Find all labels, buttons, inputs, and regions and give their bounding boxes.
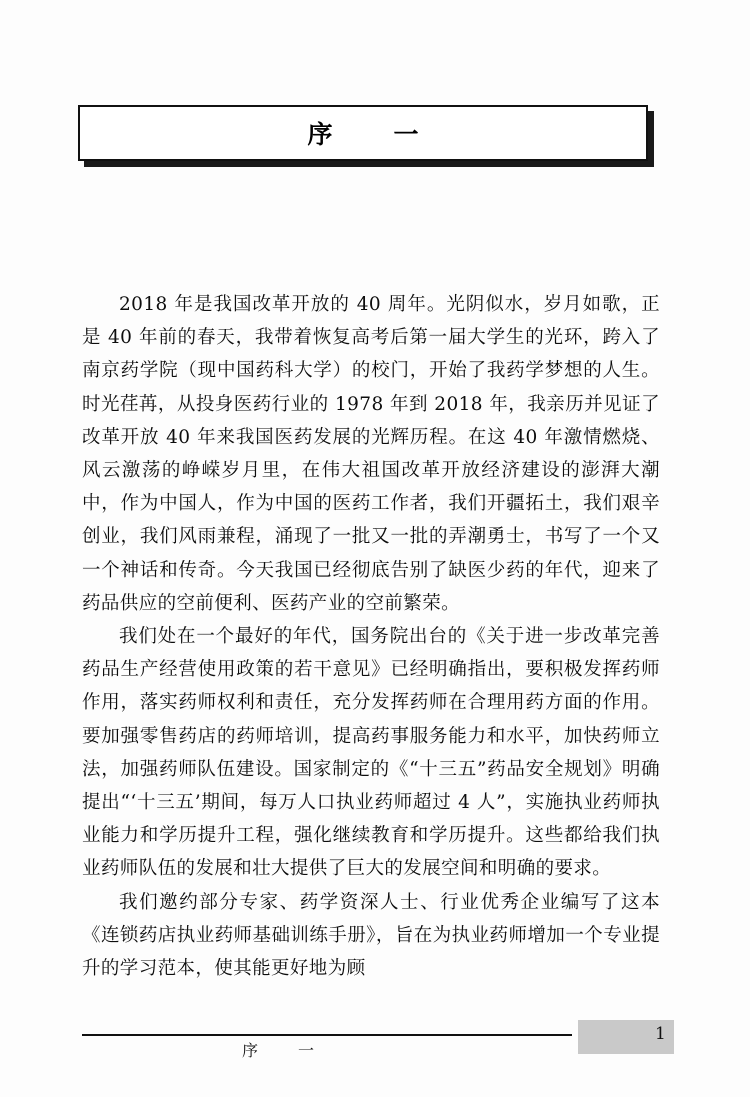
page-title: 序 一 [307, 120, 437, 149]
paragraph-3: 我们邀约部分专家、药学资深人士、行业优秀企业编写了这本《连锁药店执业药师基础训练手册》，旨在为执业药师增加一个专业提升的学习范本，使其能更好地为顾 [82, 891, 660, 980]
page-number: 1 [655, 1024, 666, 1044]
footer-divider [82, 1034, 572, 1036]
paragraph-2: 我们处在一个最好的年代，国务院出台的《关于进一步改革完善药品生产经营使用政策的若干意见》已经明确指出，要积极发挥药师作用，落实药师权利和责任，充分发挥药师在合理用药方面的作用。要加强零售药店的药师培训，提高药事服务能力和水平，加快药师立法，加强药师队伍建设。国家制定的《“十三五”药品安全规划》明确提出“‘十三五’期间，每万人口执业药师超过 4 人”，实施执业药师执业能力和学历提升工程，强化继续教育和学历提升。这些都给我们执业药师队伍的发展和壮大提供了巨大的发展空间和明确的要求。 [82, 626, 660, 880]
paragraph-1: 2018 年是我国改革开放的 40 周年。光阴似水，岁月如歌，正是 40 年前的春天，我带着恢复高考后第一届大学生的光环，跨入了南京药学院（现中国药科大学）的校门，开始了我药学梦想的人生。时光荏苒，从投身医药行业的 1978 年到 2018 年，我亲历并见证了改革开放 40 年来我国医药发展的光辉历程。在这 40 年激情燃烧、风云激荡的峥嵘岁月里，在伟大祖国改革开放经济建设的澎湃大潮中，作为中国人，作为中国的医药工作者，我们开疆拓土，我们艰辛创业，我们风雨兼程，涌现了一批又一批的弄潮勇士，书写了一个又一个神话和传奇。今天我国已经彻底告别了缺医少药的年代，迎来了药品供应的空前便利、医药产业的空前繁荣。 [82, 294, 660, 614]
chapter-title-banner [78, 105, 648, 163]
footer-section-label: 序 一 [234, 1038, 334, 1061]
banner-box [78, 105, 648, 161]
body-text [82, 288, 660, 985]
page-footer [0, 1012, 750, 1062]
